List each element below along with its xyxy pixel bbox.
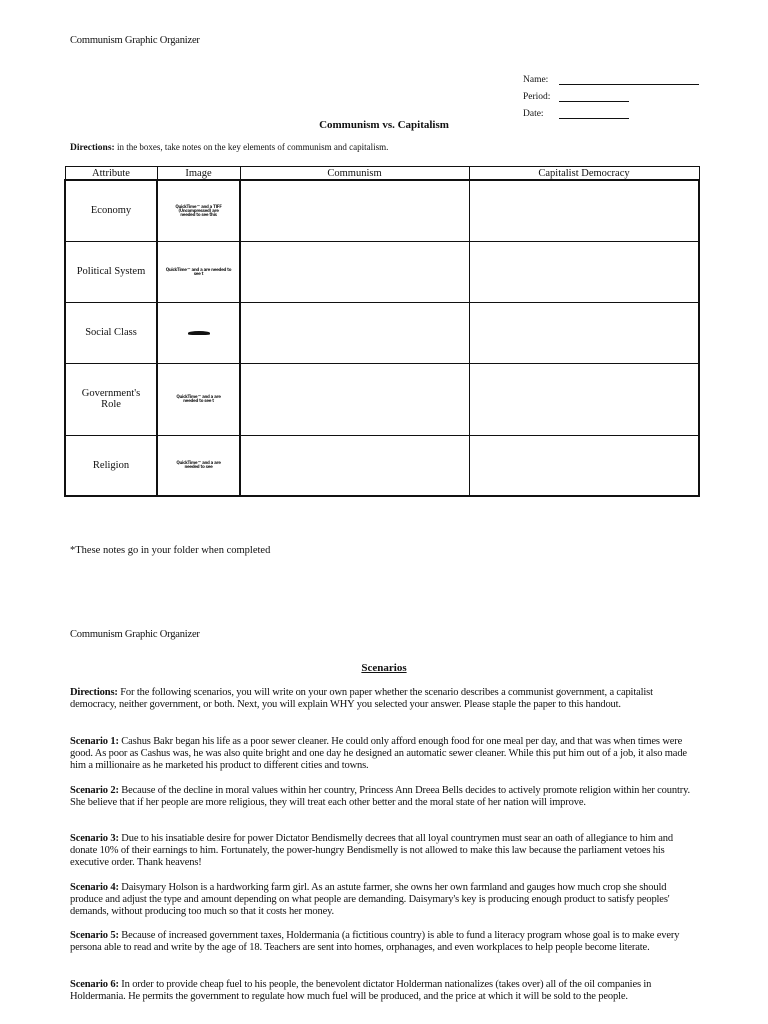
name-line[interactable] [559, 73, 699, 85]
scenario-1 [70, 736, 700, 773]
scenario-text: Due to his insatiable desire for power Dictator Bendismelly decrees that all loyal countrymen must sear an oath of allegiance to him and donate 10% of their earnings to him. Fortunately, the power-hungry Bendismelly is not allowed to make this law because the parliament vetoes his executive order. Thank heavens! [70, 833, 673, 869]
col-header-attribute: Attribute [65, 167, 157, 181]
capitalism-notes-cell[interactable] [469, 363, 699, 435]
date-field[interactable] [523, 102, 699, 119]
scenario-5 [70, 930, 700, 954]
name-label: Name: [523, 75, 549, 85]
table-header-row [65, 167, 699, 181]
communism-notes-cell[interactable] [240, 241, 469, 302]
scenario-label: Scenario 1: [70, 736, 119, 747]
col-header-capitalist-democracy: Capitalist Democracy [469, 167, 699, 181]
table-row [65, 180, 699, 241]
image-placeholder [157, 241, 240, 302]
image-placeholder-text: QuickTime™ and a TIFF (Uncompressed) are needed to see this [175, 203, 222, 217]
student-info-fields [523, 68, 699, 119]
communism-notes-cell[interactable] [240, 435, 469, 496]
graphic-organizer-table [64, 166, 700, 497]
scenario-text: Because of the decline in moral values within her country, Princess Ann Dreea Bells decides to actively promote religion within her country. She believe that if her people are more religious, they will treat each other better and the moral state of her nation will improve. [70, 785, 690, 809]
scenario-text: Daisymary Holson is a hardworking farm girl. As an astute farmer, she owns her own farmland and gauges how much crop she should produce and adjust the type and amount depending on what people are demanding. Daisymary's key is producing enough product to satisfy peoples' demands, without producing too much so that it costs her money. [70, 882, 670, 918]
scenario-label: Scenario 2: [70, 785, 119, 796]
scenario-4 [70, 882, 700, 919]
attribute-cell: Political System [65, 241, 157, 302]
directions-notes [70, 142, 388, 153]
scenario-label: Scenario 4: [70, 882, 119, 893]
directions-text: in the boxes, take notes on the key elements of communism and capitalism. [114, 142, 389, 152]
scenario-text: In order to provide cheap fuel to his people, the benevolent dictator Holderman nationalizes (takes over) all of the oil companies in Holdermania. He permits the government to regulate how much fuel will be produced, and the price at which it will be sold to the people. [70, 979, 652, 1003]
scenarios-title: Scenarios [361, 662, 407, 674]
scenario-text: Because of increased government taxes, Holdermania (a fictitious country) is able to fund a literacy program whose goal is to make every persona able to read and write by the age of 18. Teachers are sent into homes, orphanages, and even workplaces to help people become literate. [70, 930, 680, 954]
date-label: Date: [523, 109, 544, 119]
capitalism-notes-cell[interactable] [469, 180, 699, 241]
date-line[interactable] [559, 107, 629, 119]
attribute-cell: Economy [65, 180, 157, 241]
period-field[interactable] [523, 85, 699, 102]
scenario-2 [70, 785, 700, 809]
col-header-image: Image [157, 167, 240, 181]
directions-label: Directions: [70, 687, 118, 698]
scenario-label: Scenario 5: [70, 930, 119, 941]
image-placeholder [157, 180, 240, 241]
attribute-cell: Religion [65, 435, 157, 496]
name-field[interactable] [523, 68, 699, 85]
scenarios-directions [70, 687, 700, 711]
attribute-cell: Government's Role [65, 363, 157, 435]
image-placeholder-text: QuickTime™ and a are needed to see t [176, 394, 221, 403]
communism-notes-cell[interactable] [240, 302, 469, 363]
table-row [65, 363, 699, 435]
communism-notes-cell[interactable] [240, 363, 469, 435]
table-row [65, 241, 699, 302]
period-label: Period: [523, 92, 551, 102]
table-row [65, 302, 699, 363]
directions-text: For the following scenarios, you will write on your own paper whether the scenario describes a communist government, a capitalist democracy, neither government, or both. Next, you will explain WHY you selected your answer. Please staple the paper to this handout. [70, 687, 653, 711]
col-header-communism: Communism [240, 167, 469, 181]
image-placeholder [157, 435, 240, 496]
scenario-3 [70, 833, 700, 870]
folder-note: *These notes go in your folder when completed [70, 545, 271, 556]
image-placeholder-text: QuickTime™ and a are needed to see [176, 460, 221, 470]
table-row [65, 435, 699, 496]
image-placeholder [157, 302, 240, 363]
communism-notes-cell[interactable] [240, 180, 469, 241]
capitalism-notes-cell[interactable] [469, 241, 699, 302]
image-placeholder [157, 363, 240, 435]
scenario-label: Scenario 3: [70, 833, 119, 844]
attribute-cell: Social Class [65, 302, 157, 363]
period-line[interactable] [559, 90, 629, 102]
directions-label: Directions: [70, 143, 115, 153]
page-title: Communism vs. Capitalism [319, 119, 449, 131]
image-blob [188, 331, 210, 335]
image-placeholder-text: QuickTime™ and a are needed to see t [165, 266, 232, 276]
capitalism-notes-cell[interactable] [469, 435, 699, 496]
scenario-text: Cashus Bakr began his life as a poor sewer cleaner. He could only afford enough food for one meal per day, and that was when times were good. As poor as Cashus was, he was also quite bright and one day he designed an automatic sewer cleaner. While this put him out of a job, it also made him a millionaire as he marketed his product to different cities and towns. [70, 736, 687, 772]
scenario-6 [70, 979, 700, 1003]
capitalism-notes-cell[interactable] [469, 302, 699, 363]
page-header-2: Communism Graphic Organizer [70, 629, 200, 640]
page-header: Communism Graphic Organizer [70, 35, 200, 46]
scenario-label: Scenario 6: [70, 979, 119, 990]
